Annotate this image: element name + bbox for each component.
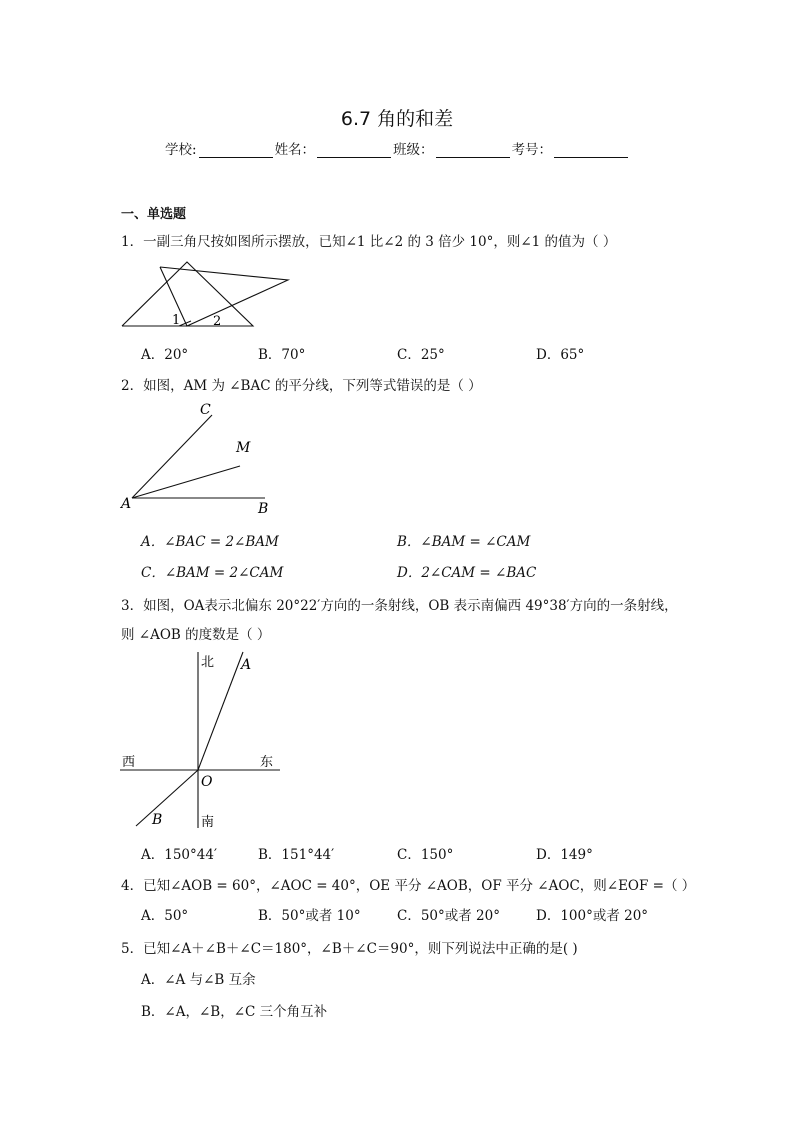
question-5-stem: 5．已知∠A＋∠B＋∠C＝180°，∠B＋∠C＝90°，则下列说法中正确的是( ) xyxy=(121,941,578,957)
class-blank xyxy=(436,143,510,158)
ray-am xyxy=(132,466,240,498)
question-3-figure xyxy=(115,648,285,833)
question-2-figure xyxy=(115,398,280,520)
question-2-option-c[interactable]: C．∠BAM = 2∠CAM xyxy=(141,565,284,581)
angle-2-label: 2 xyxy=(213,314,222,329)
angle-1-label: 1 xyxy=(172,313,181,328)
question-3-option-a[interactable]: A．150°44′ xyxy=(141,847,218,863)
question-1-option-d[interactable]: D．65° xyxy=(536,347,585,363)
question-1-option-a[interactable]: A．20° xyxy=(141,347,189,363)
school-blank xyxy=(199,143,273,158)
question-3-stem: 3．如图，OA表示北偏东 20°22′方向的一条射线，OB 表示南偏西 49°38′方向的一条射线， xyxy=(121,598,678,614)
south-label: 南 xyxy=(201,815,215,830)
question-5-option-b[interactable]: B．∠A，∠B，∠C 三个角互补 xyxy=(141,1004,328,1020)
question-4-stem: 4．已知∠AOB = 60°，∠AOC = 40°，OE 平分 ∠AOB，OF 平分 ∠AOC，则∠EOF =（ ） xyxy=(121,878,696,894)
school-label: 学校: xyxy=(165,142,197,158)
point-m-label: M xyxy=(236,440,251,456)
question-3-option-b[interactable]: B．151°44′ xyxy=(258,847,335,863)
class-label: 班级： xyxy=(393,142,434,158)
point-b-label: B xyxy=(258,501,269,517)
student-info-line xyxy=(165,138,630,158)
name-blank xyxy=(317,143,391,158)
name-label: 姓名： xyxy=(274,142,316,158)
question-2-option-b[interactable]: B．∠BAM = ∠CAM xyxy=(397,534,531,550)
number-label: 考号： xyxy=(511,142,553,158)
question-2-stem: 2．如图，AM 为 ∠BAC 的平分线，下列等式错误的是（ ） xyxy=(121,378,482,394)
question-3-stem-line-2: 则 ∠AOB 的度数是（ ） xyxy=(121,627,271,643)
point-b-label: B xyxy=(152,812,163,828)
question-1-figure xyxy=(115,256,300,332)
ray-ob xyxy=(136,770,198,826)
point-o-label: O xyxy=(201,774,213,790)
question-4-option-c[interactable]: C．50°或者 20° xyxy=(397,908,500,924)
east-label: 东 xyxy=(260,755,274,770)
point-c-label: C xyxy=(200,402,211,418)
question-1-option-b[interactable]: B．70° xyxy=(258,347,306,363)
ray-ac xyxy=(132,415,212,498)
page-title: 6.7 角的和差 xyxy=(340,108,454,130)
north-label: 北 xyxy=(201,655,215,670)
question-1-stem: 1．一副三角尺按如图所示摆放，已知∠1 比∠2 的 3 倍少 10°，则∠1 的值为（ ） xyxy=(121,234,617,250)
number-blank xyxy=(554,143,628,158)
question-1-option-c[interactable]: C．25° xyxy=(397,347,445,363)
question-5-option-a[interactable]: A．∠A 与∠B 互余 xyxy=(141,972,256,988)
question-4-option-a[interactable]: A．50° xyxy=(141,908,189,924)
west-label: 西 xyxy=(122,755,136,770)
section-heading: 一、单选题 xyxy=(121,207,187,222)
question-4-option-b[interactable]: B．50°或者 10° xyxy=(258,908,361,924)
question-4-option-d[interactable]: D．100°或者 20° xyxy=(536,908,649,924)
point-a-label: A xyxy=(241,657,252,673)
point-a-label: A xyxy=(121,496,132,512)
question-3-option-d[interactable]: D．149° xyxy=(536,847,593,863)
triangle-ruler-1 xyxy=(122,262,253,326)
question-2-option-d[interactable]: D．2∠CAM = ∠BAC xyxy=(397,565,537,581)
question-3-option-c[interactable]: C．150° xyxy=(397,847,454,863)
question-2-option-a[interactable]: A．∠BAC = 2∠BAM xyxy=(141,534,279,550)
